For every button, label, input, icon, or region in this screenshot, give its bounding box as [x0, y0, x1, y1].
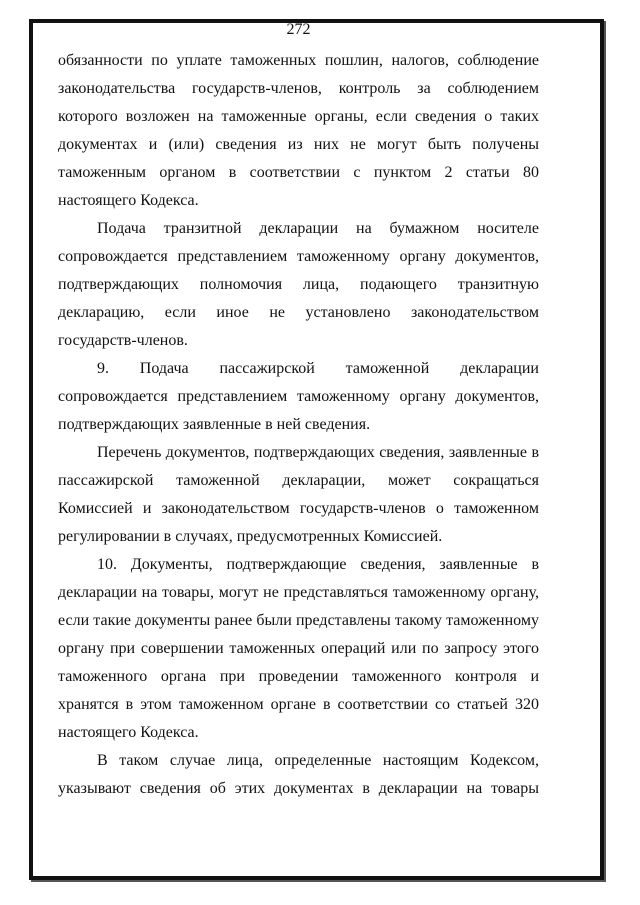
page-content: [58, 20, 539, 803]
paragraph-document-details: В таком случае лица, определенные настоящим Кодексом, указывают сведения об этих документах в декларации на товары: [58, 752, 539, 797]
page-number: 272: [286, 21, 311, 38]
paragraph-transit-declaration-paper: Подача транзитной декларации на бумажном носителе сопровождается представлением таможенному органу документов, подтверждающих полномочия лица, подающего транзитную декларацию, если иное не установлено законодательством государств-членов.: [58, 220, 539, 349]
paragraph-obligations-continuation: обязанности по уплате таможенных пошлин, налогов, соблюдение законодательства государств-членов, контроль за соблюдением которого возложен на таможенные органы, если сведения о таких документах и (или) сведения из них не могут быть получены таможенным органом в соответствии с пунктом 2 статьи 80 настоящего Кодекса.: [58, 52, 539, 209]
paragraph-documents-list: Перечень документов, подтверждающих сведения, заявленные в пассажирской таможенной декларации, может сокращаться Комиссией и законодательством государств-членов о таможенном регулировании в случаях, предусмотренных Комиссией.: [58, 444, 539, 545]
paragraph-previously-submitted-documents: 10. Документы, подтверждающие сведения, заявленные в декларации на товары, могут не представляться таможенному органу, если такие документы ранее были представлены такому таможенному органу при совершении таможенных операций или по запросу этого таможенного органа при проведении таможенного контроля и хранятся в этом таможенном органе в соответствии со статьей 320 настоящего Кодекса.: [58, 556, 539, 741]
paragraph-passenger-declaration: 9. Подача пассажирской таможенной декларации сопровождается представлением таможенному органу документов, подтверждающих заявленные в ней сведения.: [58, 360, 539, 433]
